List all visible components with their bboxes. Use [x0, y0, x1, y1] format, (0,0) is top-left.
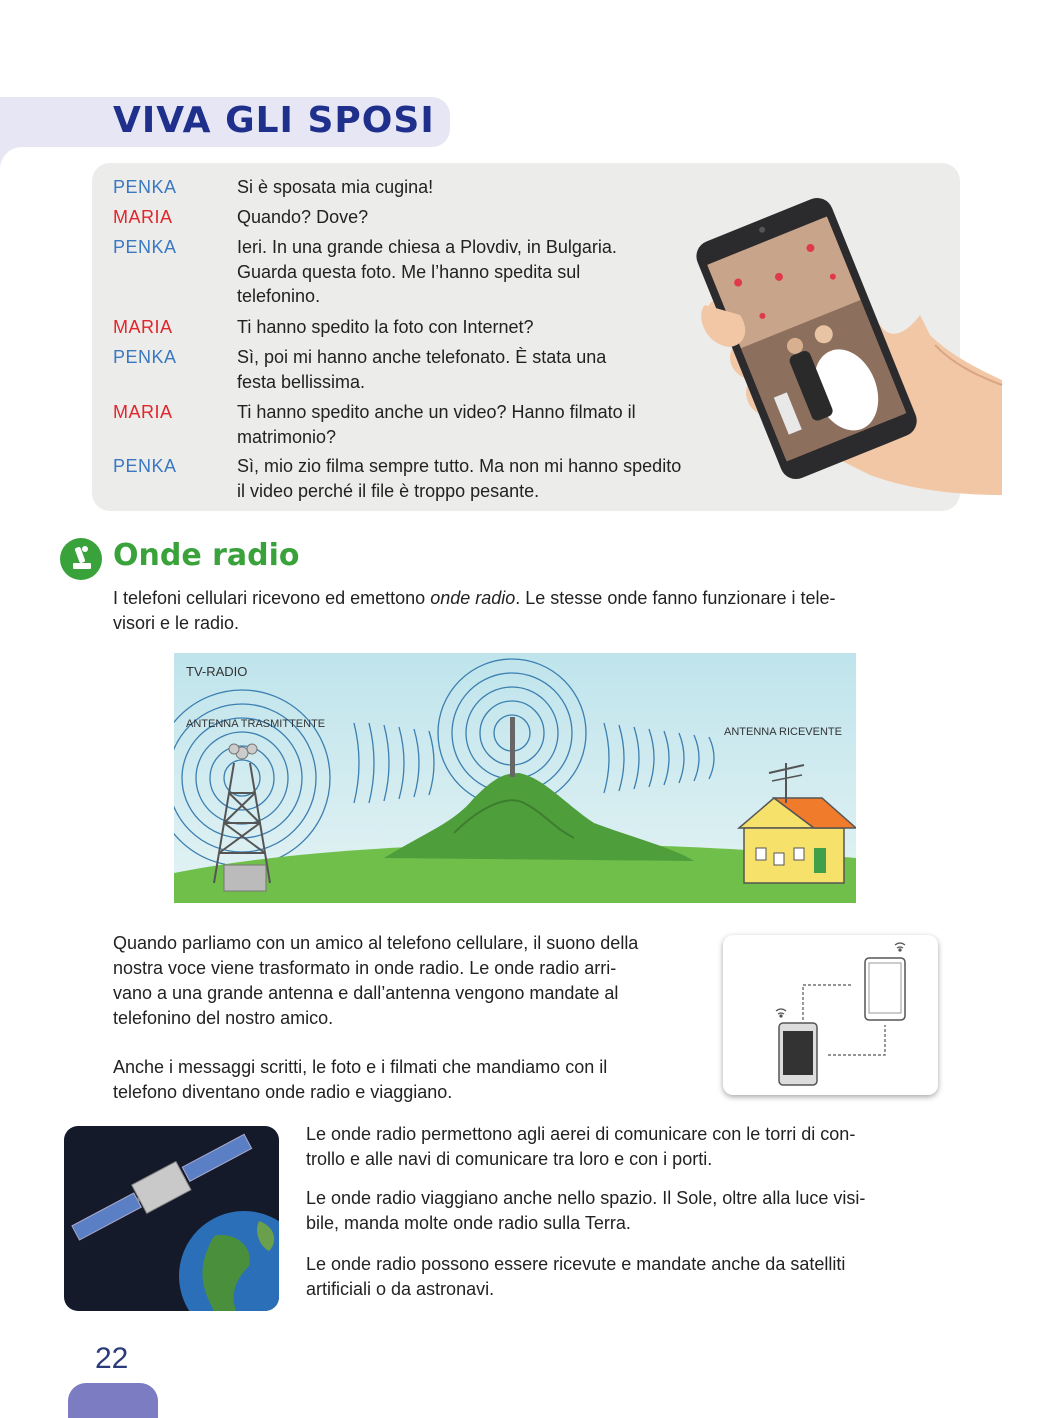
- speech-text: Ieri. In una grande chiesa a Plovdiv, in Bulgaria. Guarda questa foto. Me l’hanno spedita sul telefonino.: [237, 237, 617, 306]
- speech-text: Sì, poi mi hanno anche telefonato. È stata una festa bellissima.: [237, 347, 607, 392]
- satellites-paragraph: Le onde radio possono essere ricevute e mandate anche da satelliti artificiali o da astronavi.: [306, 1254, 846, 1299]
- page-tab: [68, 1383, 158, 1418]
- messages-paragraph: Anche i messaggi scritti, le foto e i filmati che mandiamo con il telefono diventano onde radio e viaggiano.: [113, 1057, 608, 1102]
- tv-radio-diagram: [174, 653, 856, 903]
- speech-text: Quando? Dove?: [237, 207, 369, 227]
- speaker-label: MARIA: [113, 402, 173, 422]
- planes-paragraph: Le onde radio permettono agli aerei di comunicare con le torri di con- trollo e alle navi di comunicare tra loro e con i porti.: [306, 1124, 856, 1169]
- science-icon: [59, 537, 103, 581]
- devices-illustration: [723, 935, 938, 1095]
- speaker-label: PENKA: [113, 177, 177, 197]
- speaker-label: PENKA: [113, 237, 177, 257]
- phone-in-hand-illustration: [690, 195, 1005, 500]
- phone-call-paragraph: Quando parliamo con un amico al telefono cellulare, il suono della nostra voce viene trasformato in onde radio. Le onde radio arri- vano a una grande antenna e dall’antenna vengono mandate al telefonino del nostro amico.: [113, 933, 639, 1028]
- section-title: Onde radio: [113, 538, 300, 573]
- page-title: VIVA GLI SPOSI: [113, 100, 435, 141]
- intro-paragraph: I telefoni cellulari ricevono ed emettono onde radio. Le stesse onde fanno funzionare i tele- visori e le radio.: [113, 588, 836, 633]
- satellite-earth-image: [64, 1126, 279, 1311]
- diagram-label-tv-radio: TV-RADIO: [186, 664, 248, 679]
- speaker-label: MARIA: [113, 317, 173, 337]
- speaker-label: PENKA: [113, 456, 177, 476]
- speaker-label: PENKA: [113, 347, 177, 367]
- speech-text: Sì, mio zio filma sempre tutto. Ma non mi hanno spedito il video perché il file è troppo pesante.: [237, 456, 682, 501]
- space-paragraph: Le onde radio viaggiano anche nello spazio. Il Sole, oltre alla luce visi- bile, manda molte onde radio sulla Terra.: [306, 1188, 866, 1233]
- page-number: 22: [95, 1342, 129, 1375]
- wifi-icon: [776, 1009, 786, 1017]
- diagram-label-transmitter: ANTENNA TRASMITTENTE: [186, 718, 326, 730]
- title-banner-curve: [0, 147, 60, 187]
- speaker-label: MARIA: [113, 207, 173, 227]
- wifi-icon: [895, 943, 905, 951]
- speech-text: Ti hanno spedito la foto con Internet?: [237, 317, 534, 337]
- diagram-label-receiver: ANTENNA RICEVENTE: [724, 726, 842, 738]
- speech-text: Si è sposata mia cugina!: [237, 177, 434, 197]
- speech-text: Ti hanno spedito anche un video? Hanno filmato il matrimonio?: [237, 402, 636, 447]
